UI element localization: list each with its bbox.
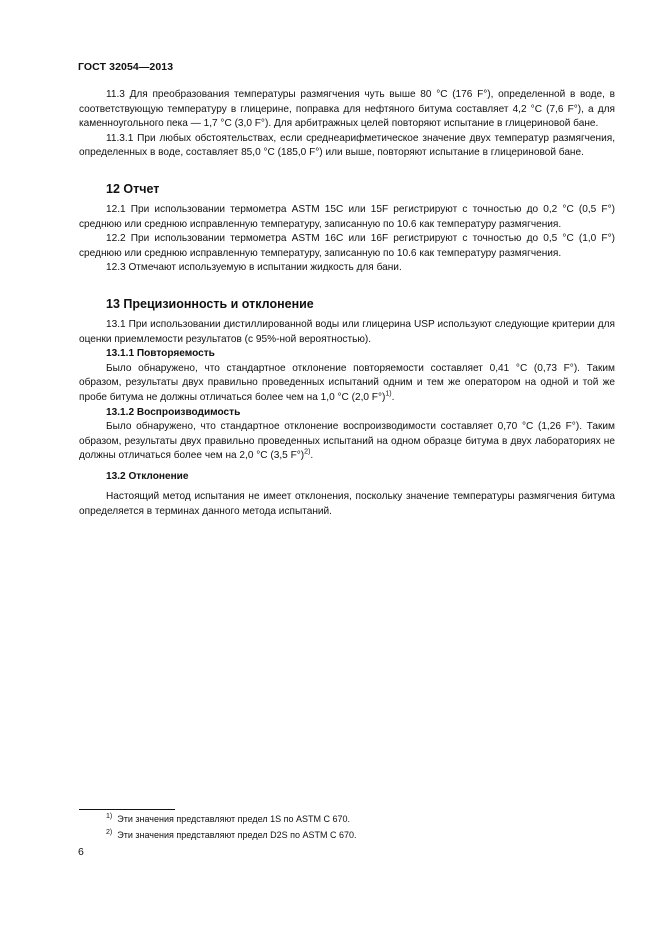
heading-section-12: 12 Отчет [106, 181, 160, 196]
heading-13-2: 13.2 Отклонение [106, 470, 189, 482]
document-header: ГОСТ 32054—2013 [78, 61, 174, 73]
footnote-ref-2: 2) [304, 448, 311, 456]
paragraph-13-1-1-text: Было обнаружено, что стандартное отклонение повторяемости составляет 0,41 °С (0,73 F°). Таким образом, результаты двух правильно проведенных испытаний одним и тем же оператором на одной и той же пробе битума не должны отличаться более чем на 1,0 °С (2,0 F°) [79, 362, 615, 403]
footnotes [79, 812, 615, 843]
paragraph-13-1: 13.1 При использовании дистиллированной воды или глицерина USP используют следующие критерии для оценки приемлемости результатов (с 95%-ной вероятностью). [79, 318, 615, 345]
footnote-ref-1: 1) [385, 390, 392, 398]
footnote-mark-1: 1) [106, 813, 113, 820]
footnote-text-2: Эти значения представляют предел D2S по ASTM С 670. [117, 829, 357, 840]
page-content [79, 88, 615, 520]
footnote-divider [79, 809, 175, 810]
footnote-text-1: Эти значения представляют предел 1S по ASTM С 670. [117, 814, 350, 824]
paragraph-11-3: 11.3 Для преобразования температуры размягчения чуть выше 80 °С (176 F°), определенной в воде, в соответствующую температуру в глицерине, поправка для нефтяного битума составляет 4,2 °С (7,6 F°), а для каменноугольного пека — 1,7 °С (3,0 F°). Для арбитражных целей повторяют испытание в глицериновой бане. [79, 89, 615, 130]
footnote-2 [79, 828, 615, 844]
paragraph-12-2: 12.2 При использовании термометра ASTM 16С или 16F регистрируют с точностью до 0,5 °С (1,0 F°) среднюю или среднюю исправленную температуру, записанную по 10.6 как температуру размягчения. [79, 233, 615, 259]
paragraph-13-1-1 [79, 362, 615, 406]
paragraph-13-1-2-text: Было обнаружено, что стандартное отклонение воспроизводимости составляет 0,70 °С (1,26 F°). Таким образом, результаты двух правильно проведенных испытаний на одном образце битума в двух лабораториях не должны отличаться более чем на 2,0 °С (3,5 F°) [79, 421, 615, 462]
paragraph-13-1-2 [79, 420, 615, 464]
heading-section-13: 13 Прецизионность и отклонение [106, 296, 314, 311]
paragraph-13-1-1-end: . [391, 391, 395, 403]
paragraph-13-2: Настоящий метод испытания не имеет отклонения, поскольку значение температуры размягчения битума определяется в терминах данного метода испытаний. [79, 491, 615, 518]
heading-13-1-1: 13.1.1 Повторяемость [106, 348, 215, 360]
heading-13-1-2: 13.1.2 Воспроизводимость [106, 406, 241, 418]
paragraph-13-1-2-end: . [310, 450, 314, 462]
footnote-mark-2: 2) [106, 828, 113, 836]
paragraph-12-1: 12.1 При использовании термометра ASTM 15С или 15F регистрируют с точностью до 0,2 °С (0,5 F°) среднюю или среднюю исправленную температуру, записанную по 10.6 как температуру размягчения. [79, 203, 615, 230]
paragraph-12-3: 12.3 Отмечают используемую в испытании жидкость для бани. [106, 262, 402, 274]
page-number: 6 [78, 846, 84, 858]
footnote-1 [79, 812, 615, 828]
paragraph-11-3-1: 11.3.1 При любых обстоятельствах, если среднеарифметическое значение двух температур размягчения, определенных в воде, составляет 85,0 °С (185,0 F°) или выше, повторяют испытание в глицериновой бане. [79, 132, 615, 159]
